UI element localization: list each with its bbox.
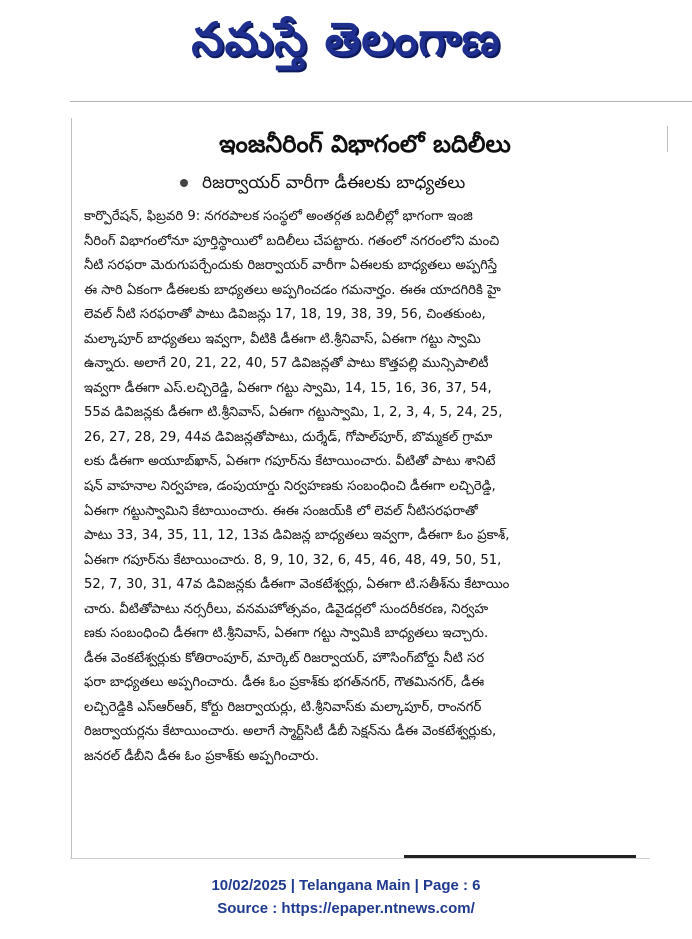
bottom-divider xyxy=(70,858,650,859)
article-body-line: రిజర్వాయర్లను కేటాయించారు. అలాగే స్మార్ట్‌సిటీ డీబీ సెక్షన్‌ను డీఈ వెంకటేశ్వర్లుకు, xyxy=(84,724,497,740)
article-body-line: నీటి సరఫరా మెరుగుపర్చేందుకు రిజర్వాయర్ వారీగా ఏఈలకు బాధ్యతలు అప్పగిస్తే xyxy=(84,258,498,274)
article-body-line: ఫరా బాధ్యతలు అప్పగించారు. డీఈ ఓం ప్రకాశ్‌కు భగత్‌నగర్, గౌతమినగర్, డీఈ xyxy=(84,675,485,691)
subheading-text: రిజర్వాయర్ వారీగా డీఈలకు బాధ్యతలు xyxy=(202,173,466,193)
article-body-line: 26, 27, 28, 29, 44వ డివిజన్లతోపాటు, దుర్శేడ్, గోపాల్‌పూర్, బొమ్మకల్ గ్రామా xyxy=(84,429,493,445)
masthead-logo: నమస్తే తెలంగాణ xyxy=(191,12,501,66)
bullet-icon xyxy=(180,179,188,187)
article-body-line: డీఈ వెంకటేశ్వర్లుకు కోతిరాంపూర్, మార్కెట్ రిజర్వాయర్, హౌసింగ్‌బోర్డు నీటి సర xyxy=(84,650,485,666)
column-rule-right xyxy=(667,126,668,152)
article-body-line: కార్పొరేషన్, ఫిబ్రవరి 9: నగరపాలక సంస్థలో అంతర్గత బదిలీల్లో భాగంగా ఇంజి xyxy=(84,209,473,224)
article-body-line: పాటు 33, 34, 35, 11, 12, 13వ డివిజన్ల బాధ్యతలు ఇవ్వగా, డీఈగా ఓం ప్రకాశ్, xyxy=(84,528,510,544)
article-body-line: ఉన్నారు. అలాగే 20, 21, 22, 40, 57 డివిజన్లతో పాటు కొత్తపల్లి మున్సిపాలిటీ xyxy=(84,356,489,372)
article-body-line: ఈ సారి ఏకంగా డీఈలకు బాధ్యతలు అప్పగించడం గమనార్హం. ఈఈ యాదగిరికి హై xyxy=(84,282,501,298)
article-body-line: ఇవ్వగా డీఈగా ఎస్.లచ్చిరెడ్డి, ఏఈగా గట్టు స్వామి, 14, 15, 16, 36, 37, 54, xyxy=(84,380,492,396)
article-headline: ఇంజనీరింగ్ విభాగంలో బదిలీలు xyxy=(219,130,511,158)
top-divider xyxy=(70,101,692,102)
article-body-line: మల్కాపూర్ బాధ్యతలు ఇవ్వగా, వీటికి డీఈగా టి.శ్రీనివాస్, ఏఈగా గట్టు స్వామి xyxy=(84,331,481,347)
article-body-line: నీరింగ్ విభాగంలోనూ పూర్తిస్థాయిలో బదిలీలు చేపట్టారు. గతంలో నగరంలోని మంచి xyxy=(84,233,500,249)
article-body-line: ణకు సంబంధించి డీఈగా టి.శ్రీనివాస్, ఏఈగా గట్టు స్వామికి బాధ్యతలు ఇచ్చారు. xyxy=(84,626,489,642)
article-body-line: లచ్చిరెడ్డికి ఎస్‌ఆర్‌ఆర్, కోర్టు రిజర్వాయర్లు, టి.శ్రీనివాస్‌కు మల్కాపూర్, రాంనగర్ xyxy=(84,699,482,715)
article-body-line: చారు. వీటితోపాటు నర్సరీలు, వనమహోత్సవం, డివైడర్లలో సుందరీకరణ, నిర్వహ xyxy=(84,601,489,617)
footer-source: Source : https://epaper.ntnews.com/ xyxy=(217,900,475,917)
footer-date-page: 10/02/2025 | Telangana Main | Page : 6 xyxy=(211,877,481,894)
article-subheading xyxy=(180,170,650,196)
article-body-line: జనరల్ డీబీని డీఈ ఓం ప్రకాశ్‌కు అప్పగించారు. xyxy=(84,749,319,765)
column-rule-left xyxy=(71,118,72,858)
article-body-line: ఏఈగా గట్టుస్వామిని కేటాయించారు. ఈఈ సంజయ్‌కి లో లెవల్ నీటిసరఫరాతో xyxy=(84,503,478,519)
article-body-line: 55వ డివిజన్లకు డీఈగా టి.శ్రీనివాస్, ఏఈగా గట్టుస్వామి, 1, 2, 3, 4, 5, 24, 25, xyxy=(84,405,503,421)
article-body-line: 52, 7, 30, 31, 47వ డివిజన్లకు డీఈగా వెంకటేశ్వర్లు, ఏఈగా టి.సతీశ్‌ను కేటాయిం xyxy=(84,577,510,593)
article-body-line: లెవల్ నీటి సరఫరాతో పాటు డివిజన్లు 17, 18, 19, 38, 39, 56, చింతకుంట, xyxy=(84,307,486,323)
article-body-line: లకు డీఈగా అయూబ్‌ఖాన్, ఏఈగా గపూర్‌ను కేటాయించారు. వీటితో పాటు శానిటే xyxy=(84,454,496,470)
article-body-line: షన్ వాహనాల నిర్వహణ, డంపుయార్డు నిర్వహణకు సంబంధించి డీఈగా లచ్చిరెడ్డి, xyxy=(84,479,496,495)
article-body xyxy=(84,205,654,770)
article-body-line: ఏఈగా గపూర్‌ను కేటాయించారు. 8, 9, 10, 32, 6, 45, 46, 48, 49, 50, 51, xyxy=(84,552,502,568)
